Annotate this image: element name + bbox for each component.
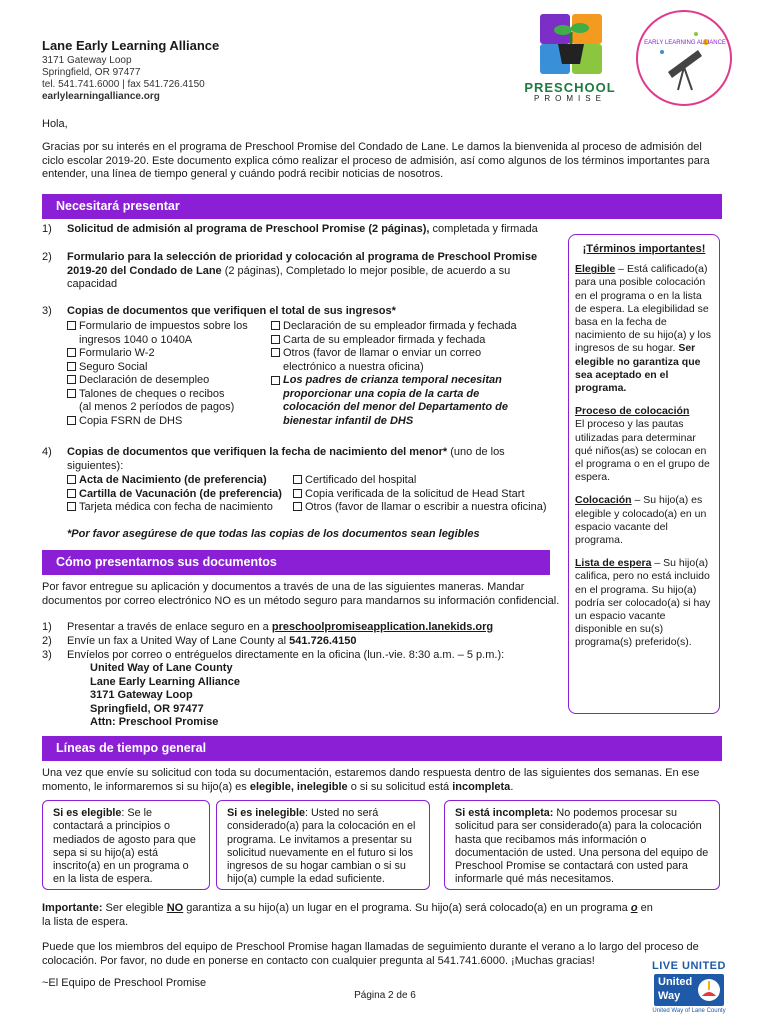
page-number: Página 2 de 6: [354, 990, 416, 1001]
step-3: Envíelos por correo o entréguelos directamente en la oficina (lun.-vie. 8:30 a.m. – 5 p.m.):: [67, 649, 505, 661]
logo-preschool-text: PRESCHOOL: [524, 80, 616, 95]
way-text: Way: [658, 990, 681, 1002]
list-item[interactable]: Declaración de su empleador firmada y fechada: [271, 320, 561, 334]
list-item[interactable]: Carta de su empleador firmada y fechada: [271, 334, 561, 348]
address-line-1: 3171 Gateway Loop: [42, 55, 132, 66]
intro-paragraph: Gracias por su interés en el programa de Preschool Promise del Condado de Lane. Le damos la bienvenida al proceso de admisión del ciclo escolar 2019-20. Este documento explica cómo realizar el proceso de admisión, así como algunos de los términos importantes para entender, una línea de tiempo general y cuándo podrá recibir noticias de nosotros.: [42, 141, 710, 180]
signature: ~El Equipo de Preschool Promise: [42, 977, 207, 989]
checkbox[interactable]: [67, 475, 76, 484]
list-item[interactable]: Acta de Nacimiento (de preferencia): [67, 474, 282, 488]
fax-number: 541.726.4150: [289, 635, 357, 647]
checkbox[interactable]: [271, 376, 280, 385]
preschool-promise-logo: [536, 14, 606, 74]
important-terms-sidebar: [568, 234, 720, 714]
checkbox[interactable]: [293, 489, 302, 498]
checkbox[interactable]: [67, 389, 76, 398]
list-item[interactable]: Otros (favor de llamar o escribir a nuestra oficina): [293, 501, 546, 515]
checkbox[interactable]: [67, 362, 76, 371]
closing-paragraph: Puede que los miembros del equipo de Preschool Promise hagan llamadas de seguimiento durante el verano a lo largo del proceso de colocación. Por favor, no dude en ponerse en contacto con cualquier pregunta al 541.741.6000. ¡Muchas gracias!: [42, 941, 699, 967]
list-item[interactable]: Declaración de desempleo: [67, 374, 248, 388]
section-header-timeline: Líneas de tiempo general: [42, 736, 722, 761]
list-item-continuation: ingresos 1040 o 1040A: [79, 333, 193, 346]
timeline-box-incompleta: Si está incompleta: No podemos procesar su solicitud para ser considerado(a) para la colocación hasta que recibamos más información o documentación de usted. Una persona del equipo de Preschool Promise se contactará con usted para informarle qué más necesitamos.: [444, 800, 720, 890]
list-item[interactable]: Formulario de impuestos sobre los: [67, 320, 248, 334]
greeting: Hola,: [42, 118, 68, 130]
list-item[interactable]: Tarjeta médica con fecha de nacimiento: [67, 501, 282, 515]
mailing-address: United Way of Lane County Lane Early Learning Alliance 3171 Gateway Loop Springfield, OR 97477 Attn: Preschool Promise: [90, 662, 240, 728]
checkbox[interactable]: [67, 502, 76, 511]
sidebar-title: ¡Términos importantes!: [582, 243, 706, 255]
united-way-hand-icon: [697, 978, 721, 1002]
checkbox[interactable]: [271, 321, 280, 330]
foster-parents-note: Los padres de crianza temporal necesitan proporcionar una copia de la carta de colocación del menor del Departamento de bienestar infantil de DHS: [283, 374, 508, 427]
step-num-2: 2): [42, 635, 52, 647]
income-checkbox-list-right: [271, 320, 561, 428]
timeline-intro: Una vez que envíe su solicitud con toda su documentación, estaremos dando respuesta dentro de las siguientes dos semanas. En ese momento, le informaremos si su hijo(a) es elegible, inelegible o si su solicitud está incompleta.: [42, 767, 700, 793]
list-item[interactable]: [271, 374, 561, 428]
list-item[interactable]: Cartilla de Vacunación (de preferencia): [67, 488, 282, 502]
live-united-text: LIVE UNITED: [652, 960, 726, 972]
early-learning-alliance-logo: [636, 10, 732, 106]
list-item[interactable]: Talones de cheques o recibos: [67, 388, 248, 402]
item-4: [67, 446, 557, 473]
telescope-icon: [638, 12, 730, 104]
united-way-logo: [652, 960, 726, 1018]
section-header-necesitara: Necesitará presentar: [42, 194, 722, 219]
step-num-1: 1): [42, 621, 52, 633]
item-1-rest: completada y firmada: [429, 223, 538, 235]
step-num-3: 3): [42, 649, 52, 661]
item-2-rest: (2 páginas), Completado lo mejor posible, de acuerdo a su capacidad: [67, 264, 511, 290]
item-1-bold: Solicitud de admisión al programa de Preschool Promise (2 páginas),: [67, 223, 430, 235]
term-lista-espera: Lista de espera – Su hijo(a) califica, pero no está incluido en el programa. Su hijo(a) podría ser colocado(a) si hay un espacio vacante disponible en su(s) programa(s) preferido(s).: [575, 557, 711, 649]
item-3-title: Copias de documentos que verifiquen el total de sus ingresos*: [67, 305, 396, 317]
income-checkbox-list: [67, 320, 248, 428]
plant-pot-icon: [536, 14, 606, 74]
logo-promise-text: PROMISE: [534, 94, 606, 103]
phone-line: tel. 541.741.6000 | fax 541.726.4150: [42, 79, 205, 90]
item-num-3: 3): [42, 305, 52, 317]
item-4-title: Copias de documentos que verifiquen la fecha de nacimiento del menor*: [67, 446, 448, 458]
website-link[interactable]: earlylearningalliance.org: [42, 91, 160, 102]
checkbox[interactable]: [67, 321, 76, 330]
list-item[interactable]: Copia FSRN de DHS: [67, 415, 248, 429]
checkbox[interactable]: [271, 335, 280, 344]
item-num-1: 1): [42, 223, 52, 235]
item-1: [67, 223, 567, 237]
birth-checkbox-list: [67, 474, 282, 515]
term-elegible: Elegible – Está calificado(a) para una posible colocación en el programa o en la lista de espera. La elegibilidad se basa en la fecha de nacimiento de su hijo(a) y los ingresos de su hogar. Ser elegible no garantiza que sea aceptado en el programa.: [575, 263, 711, 395]
list-item[interactable]: Otros (favor de llamar o enviar un correo: [271, 347, 561, 361]
application-link[interactable]: preschoolpromiseapplication.lanekids.org: [271, 621, 494, 633]
checkbox[interactable]: [293, 502, 302, 511]
checkbox[interactable]: [293, 475, 302, 484]
term-colocacion: Colocación – Su hijo(a) es elegible y colocado(a) en un espacio vacante del programa.: [575, 494, 707, 547]
step-2: Envíe un fax a United Way of Lane County al 541.726.4150: [67, 635, 357, 647]
list-item-continuation: electrónico a nuestra oficina): [283, 360, 424, 373]
checkbox[interactable]: [67, 348, 76, 357]
checkbox[interactable]: [67, 375, 76, 384]
birth-checkbox-list-right: [293, 474, 546, 515]
checkbox[interactable]: [67, 416, 76, 425]
item-num-2: 2): [42, 251, 52, 263]
item-4-rest: (uno de los siguientes):: [67, 446, 505, 472]
timeline-box-elegible: Si es elegible: Se le contactará a principios o mediados de agosto para que sepa si su hijo(a) está inscrito(a) en un programa o en la lista de espera.: [42, 800, 210, 890]
timeline-box-inelegible: Si es inelegible: Usted no será considerado(a) para la colocación en el programa. Le invitamos a presentar su solicitud nuevamente en el futuro si los ingresos de su hogar cambian o si su hijo(a) cumple la edad suficiente.: [216, 800, 430, 890]
section-header-como-presentar: Cómo presentarnos sus documentos: [42, 550, 550, 575]
org-name: Lane Early Learning Alliance: [42, 38, 220, 53]
important-note: Importante: Ser elegible NO garantiza a su hijo(a) un lugar en el programa. Su hijo(a) será colocado(a) en un programa o en la lista de espera.: [42, 902, 653, 928]
list-item[interactable]: Copia verificada de la solicitud de Head Start: [293, 488, 546, 502]
submission-intro: Por favor entregue su aplicación y documentos a través de una de las siguientes maneras. Mandar documentos por correo electrónico NO es un método seguro para mandarnos su información confidencial.: [42, 581, 560, 607]
united-way-county-text: United Way of Lane County: [652, 1008, 726, 1014]
item-num-4: 4): [42, 446, 52, 458]
checkbox[interactable]: [67, 489, 76, 498]
step-1: Presentar a través de enlace seguro en a preschoolpromiseapplication.lanekids.org: [67, 621, 494, 633]
term-proceso: Proceso de colocación El proceso y las pautas utilizadas para determinar qué niños(as) se colocan en el programa o en el grupo de espera.: [575, 405, 710, 484]
list-item[interactable]: Formulario W-2: [67, 347, 248, 361]
list-item-continuation: (al menos 2 períodos de pagos): [79, 401, 235, 413]
logo-ela-text: EARLY LEARNING ALLIANCE: [644, 40, 726, 46]
list-item[interactable]: Seguro Social: [67, 361, 248, 375]
united-text: United: [658, 976, 693, 988]
address-line-2: Springfield, OR 97477: [42, 67, 141, 78]
list-item[interactable]: Certificado del hospital: [293, 474, 546, 488]
checkbox[interactable]: [271, 348, 280, 357]
item-2: [67, 251, 557, 292]
legibility-note: *Por favor asegúrese de que todas las copias de los documentos sean legibles: [67, 528, 480, 540]
item-2-bold: Formulario para la selección de prioridad y colocación al programa de Preschool Promise 2019-20 del Condado de Lane: [67, 251, 538, 277]
